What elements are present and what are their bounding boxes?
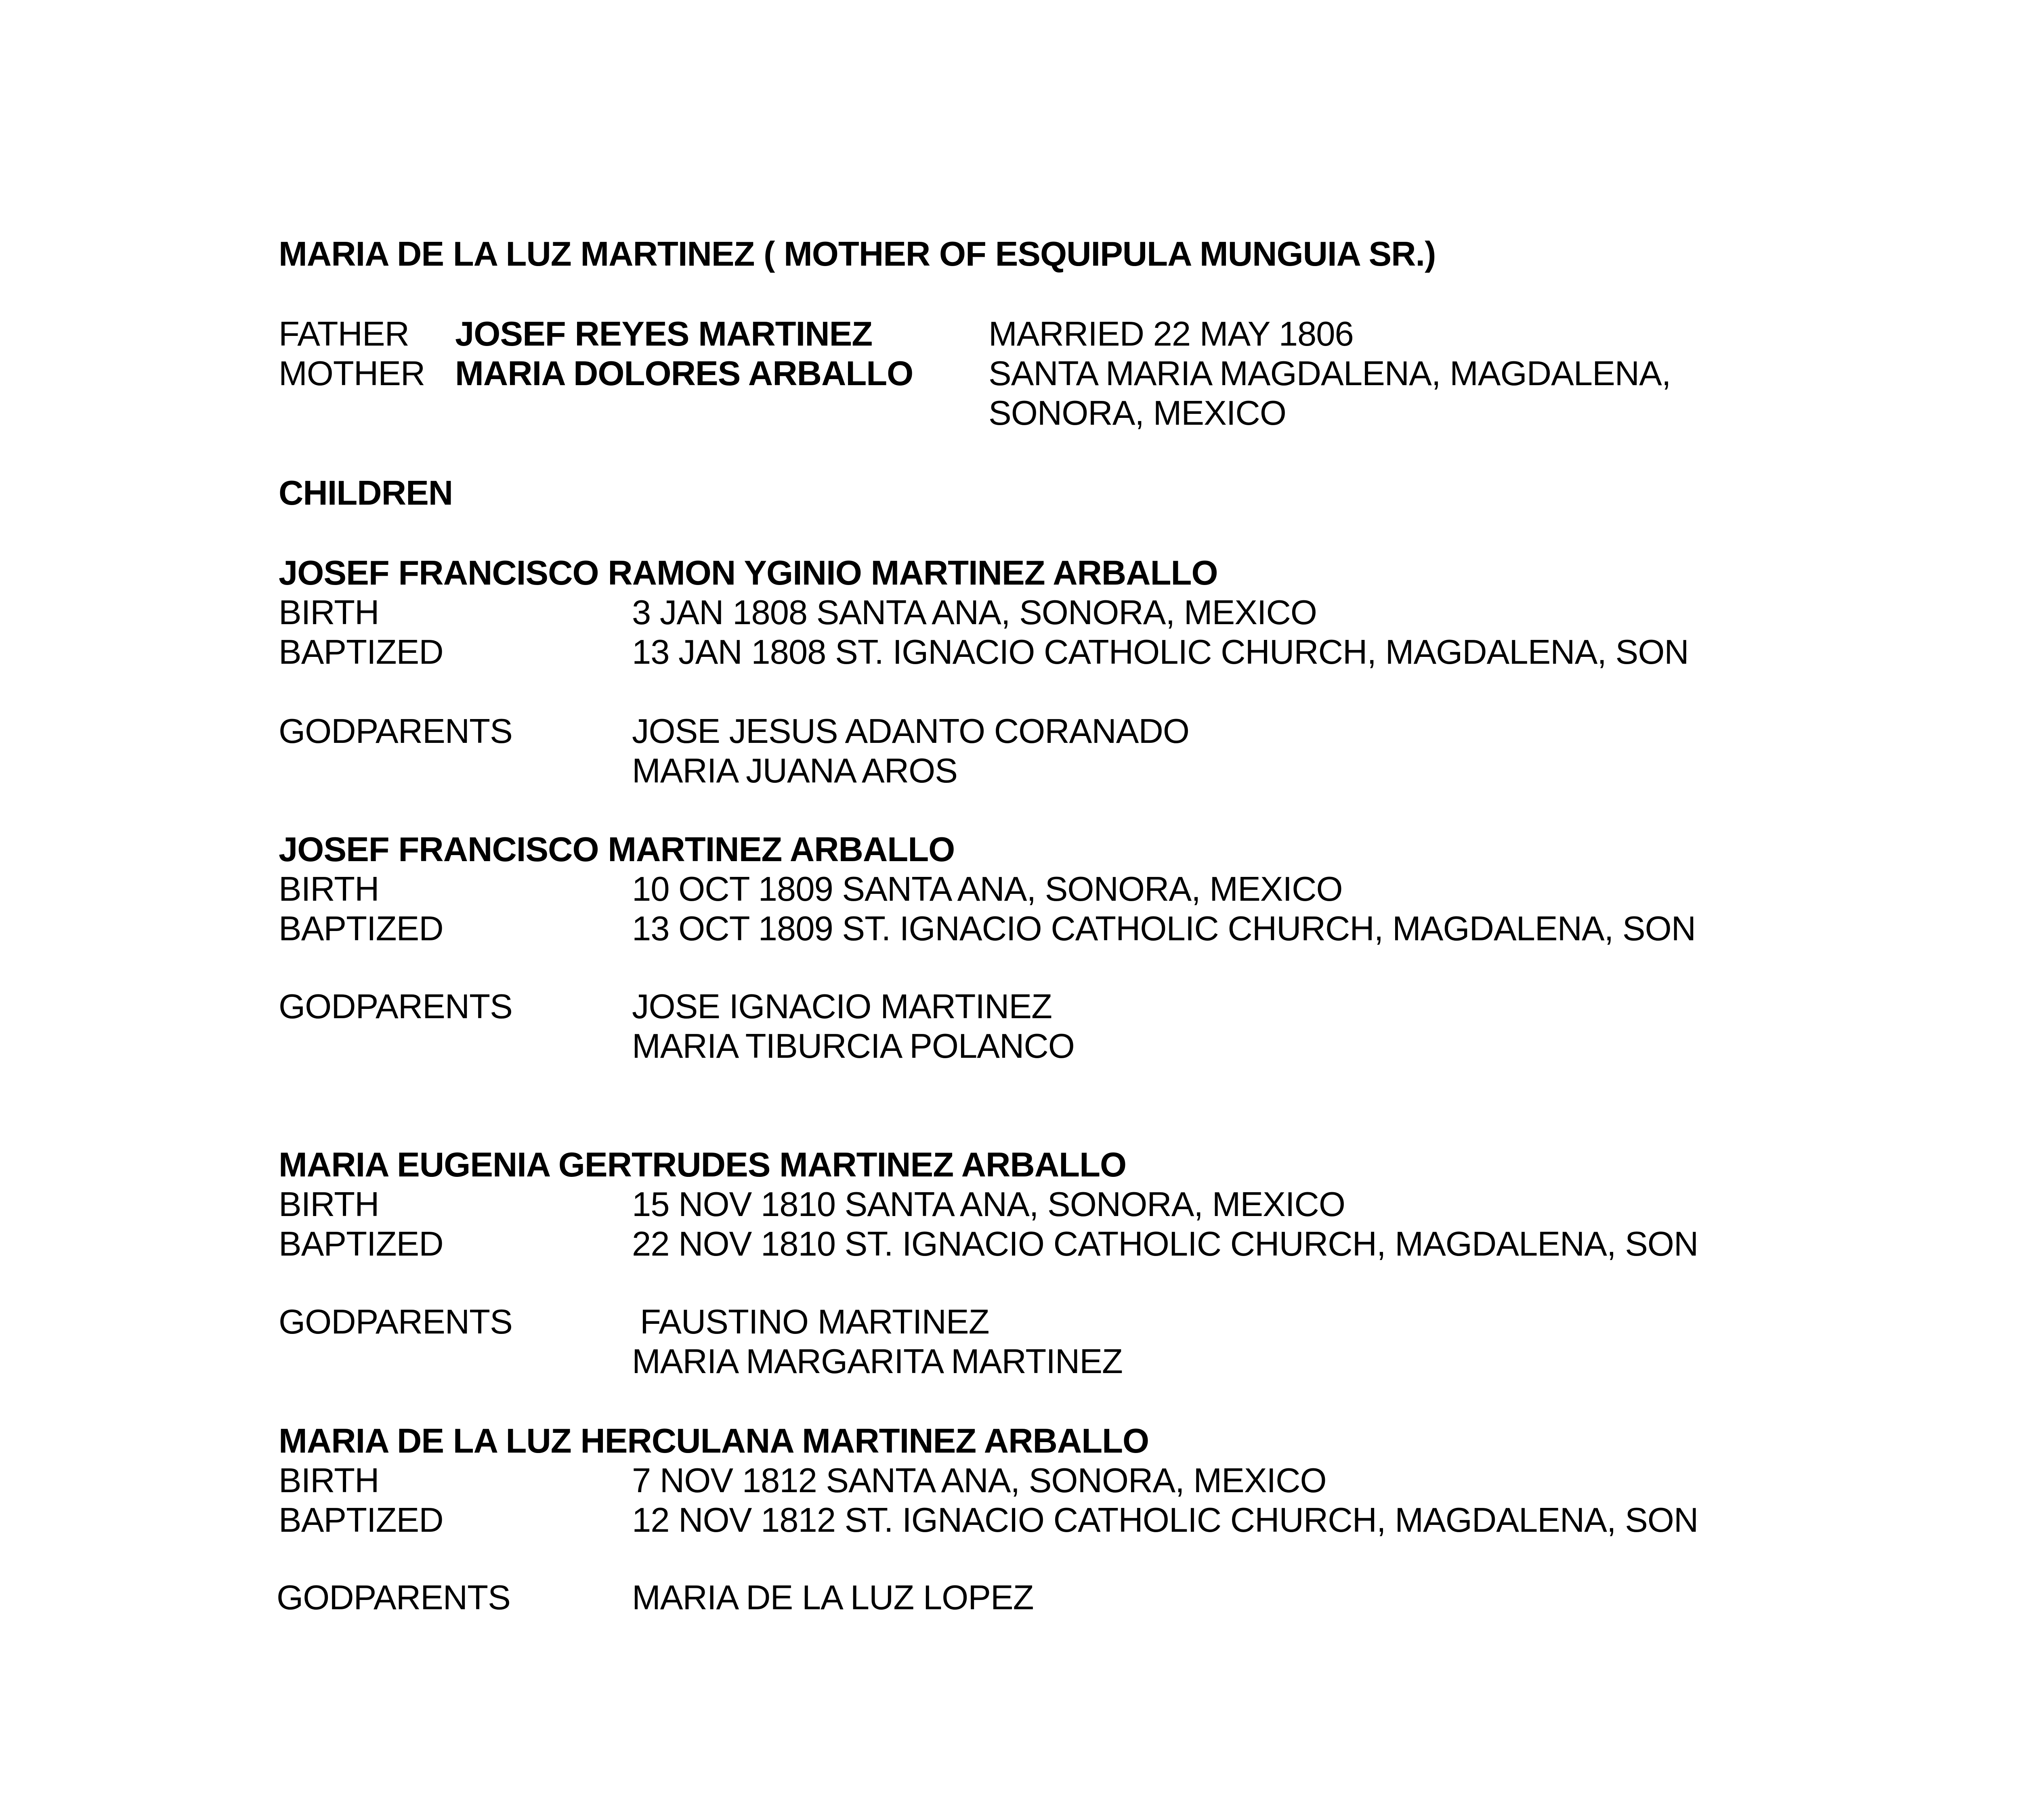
marriage-place-line1: SANTA MARIA MAGDALENA, MAGDALENA, (989, 354, 1671, 393)
child-name: MARIA EUGENIA GERTRUDES MARTINEZ ARBALLO (279, 1146, 1127, 1184)
baptism-record: 22 NOV 1810 ST. IGNACIO CATHOLIC CHURCH, MAGDALENA, SON (632, 1225, 1698, 1263)
child-name: JOSEF FRANCISCO RAMON YGINIO MARTINEZ ARBALLO (279, 554, 1218, 592)
godparent: MARIA TIBURCIA POLANCO (632, 1027, 1075, 1065)
godparent: JOSE JESUS ADANTO CORANADO (632, 712, 1189, 751)
child-name: JOSEF FRANCISCO MARTINEZ ARBALLO (279, 830, 955, 869)
godparents-label: GODPARENTS (279, 712, 512, 751)
baptism-record: 13 JAN 1808 ST. IGNACIO CATHOLIC CHURCH, MAGDALENA, SON (632, 633, 1689, 671)
mother-name: MARIA DOLORES ARBALLO (455, 354, 913, 393)
baptized-label: BAPTIZED (279, 910, 443, 948)
father-label: FATHER (279, 315, 409, 353)
godparent: MARIA JUANA AROS (632, 752, 957, 790)
birth-label: BIRTH (279, 1461, 379, 1500)
godparent: FAUSTINO MARTINEZ (640, 1303, 989, 1341)
godparent: MARIA DE LA LUZ LOPEZ (632, 1579, 1034, 1617)
marriage-date: MARRIED 22 MAY 1806 (989, 315, 1354, 353)
birth-record: 3 JAN 1808 SANTA ANA, SONORA, MEXICO (632, 593, 1317, 632)
child-name: MARIA DE LA LUZ HERCULANA MARTINEZ ARBALLO (279, 1422, 1149, 1460)
birth-label: BIRTH (279, 1185, 379, 1224)
godparent: MARIA MARGARITA MARTINEZ (632, 1342, 1123, 1381)
baptized-label: BAPTIZED (279, 1225, 443, 1263)
baptism-record: 12 NOV 1812 ST. IGNACIO CATHOLIC CHURCH, MAGDALENA, SON (632, 1501, 1698, 1539)
godparents-label: GODPARENTS (277, 1579, 510, 1617)
marriage-place-line2: SONORA, MEXICO (989, 394, 1286, 432)
mother-label: MOTHER (279, 354, 425, 393)
godparent: JOSE IGNACIO MARTINEZ (632, 988, 1052, 1026)
godparents-label: GODPARENTS (279, 1303, 512, 1341)
birth-record: 7 NOV 1812 SANTA ANA, SONORA, MEXICO (632, 1461, 1326, 1500)
birth-record: 10 OCT 1809 SANTA ANA, SONORA, MEXICO (632, 870, 1343, 908)
document-title: MARIA DE LA LUZ MARTINEZ ( MOTHER OF ESQUIPULA MUNGUIA SR.) (279, 235, 1436, 273)
baptized-label: BAPTIZED (279, 633, 443, 671)
children-heading: CHILDREN (279, 474, 453, 512)
birth-record: 15 NOV 1810 SANTA ANA, SONORA, MEXICO (632, 1185, 1345, 1224)
baptized-label: BAPTIZED (279, 1501, 443, 1539)
father-name: JOSEF REYES MARTINEZ (455, 315, 873, 353)
birth-label: BIRTH (279, 593, 379, 632)
godparents-label: GODPARENTS (279, 988, 512, 1026)
baptism-record: 13 OCT 1809 ST. IGNACIO CATHOLIC CHURCH, MAGDALENA, SON (632, 910, 1696, 948)
birth-label: BIRTH (279, 870, 379, 908)
